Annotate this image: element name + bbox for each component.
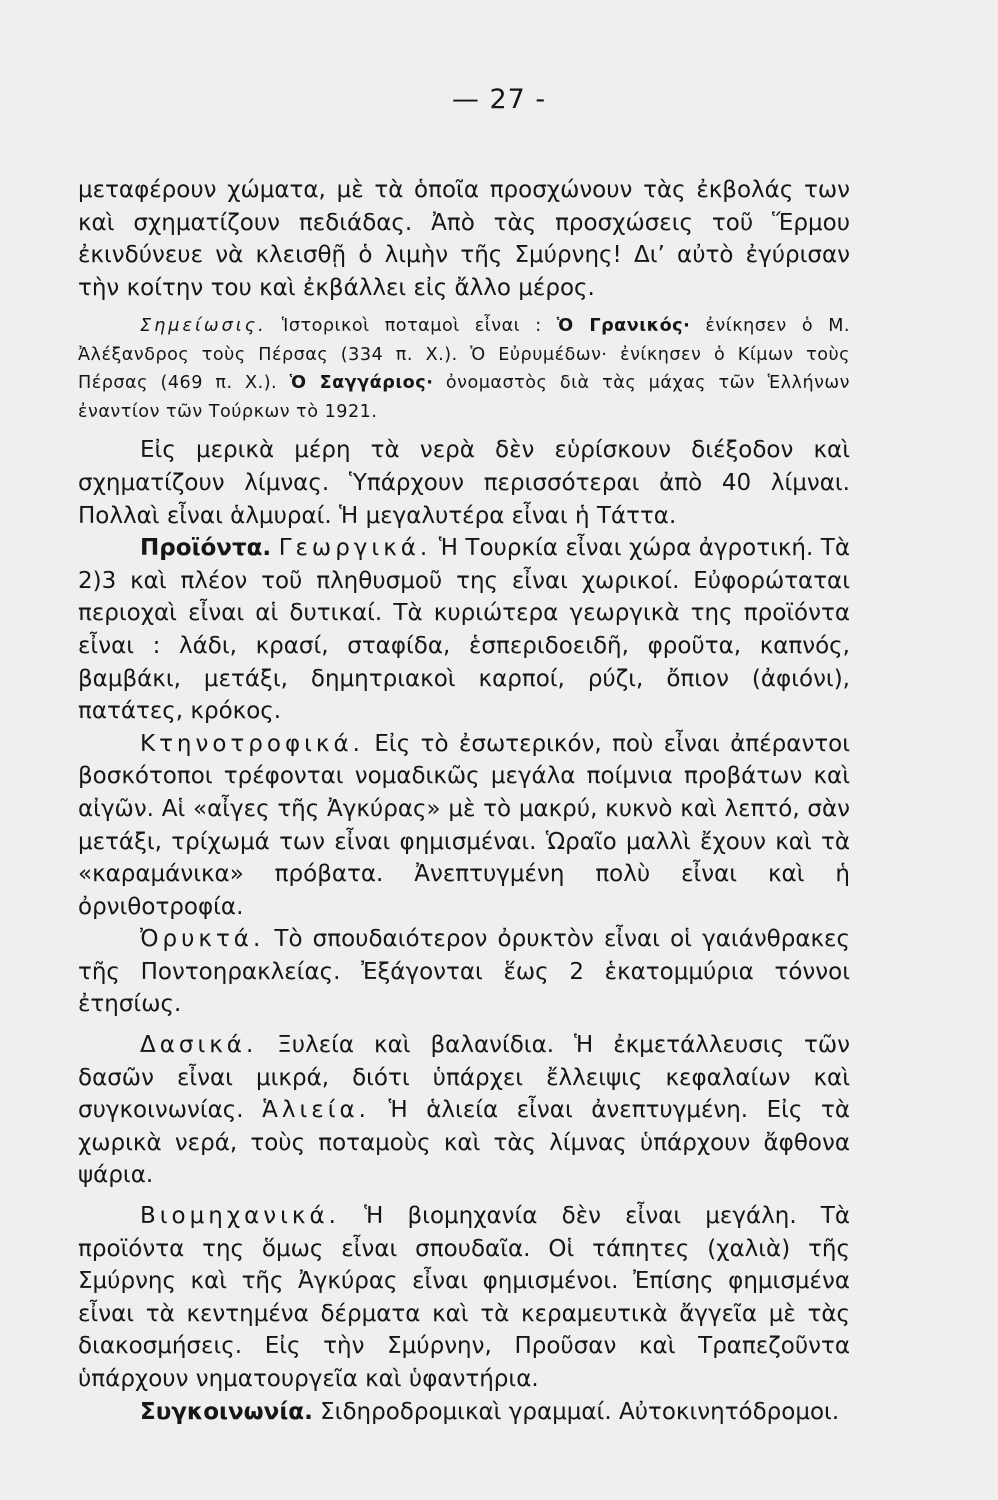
forestry-text: Ξυλεία καὶ βαλανίδια. Ἡ ἐκμετάλλευσις τῶν δασῶν εἶναι μικρά, διότι ὑπάρχει ἔλλειψις κεφαλαίων καὶ συγκοινωνίας. [78,1032,850,1124]
paragraph-forestry [78,1029,850,1192]
paragraph-livestock [78,728,850,924]
page-number: — 27 - [451,84,547,115]
paragraph-industry [78,1200,850,1396]
heading-transport: Συγκοινωνία. [140,1398,313,1425]
note-text-4: ὀνομαστὸς διὰ τὰς μάχας τῶν Ἑλλήνων ἐναντίον τῶν Τούρκων τὸ 1921. [78,373,850,422]
paragraph-transport [78,1396,850,1429]
subheading-forestry: Δασικά. [140,1032,258,1059]
note-text-2: ἐνίκησεν ὁ Μ. Ἀλέξανδρος τοὺς Πέρσας (334 π. Χ.). [78,316,850,365]
minerals-text: Τὸ σπουδαιότερον ὀρυκτὸν εἶναι οἱ γαιάνθρακες τῆς Ποντοηρακλείας. Ἐξάγονται ἕως 2 ἑκατομμύρια τόννοι ἐτησίως. [78,926,850,1018]
subheading-agricultural: Γεωργικά. [278,535,432,562]
note-sangarios: Ὁ Σαγγάριος· [289,373,434,394]
paragraph-minerals [78,923,850,1021]
note-eurymedon: Ὁ Εὐρυμέδων· [470,344,608,365]
paragraph-agriculture [78,532,850,728]
note-historic-rivers [78,312,850,426]
note-text-1: Ἱστορικοὶ ποταμοὶ εἶναι : [266,316,557,337]
paragraph-lakes: Εἰς μερικὰ μέρη τὰ νερὰ δὲν εὑρίσκουν διέξοδον καὶ σχηματίζουν λίμνας. Ὑπάρχουν περισσότεραι ἀπὸ 40 λίμναι. Πολλαὶ εἶναι ἁλμυραί. Ἡ μεγαλυτέρα εἶναι ἡ Τάττα. [78,437,850,529]
fishing-text: Ἡ ἁλιεία εἶναι ἀνεπτυγμένη. Εἰς τὰ χωρικὰ νερά, τοὺς ποταμοὺς καὶ τὰς λίμνας ὑπάρχουν ἄφθονα ψάρια. [78,1097,850,1189]
transport-text: Σιδηροδρομικαὶ γραμμαί. Αὐτοκινητόδρομοι. [312,1398,840,1425]
livestock-text: Εἰς τὸ ἐσωτερικόν, ποὺ εἶναι ἀπέραντοι βοσκότοποι τρέφονται νομαδικῶς μεγάλα ποίμνια προβάτων καὶ αἰγῶν. Αἱ «αἶγες τῆς Ἀγκύρας» μὲ τὸ μακρύ, κυκνὸ καὶ λεπτό, σὰν μετάξι, τρίχωμά των εἶναι φημισμέναι. Ὡραῖο μαλλὶ ἔχουν καὶ τὰ «καραμάνικα» πρόβατα. Ἀνεπτυγμένη πολὺ εἶναι καὶ ἡ ὀρνιθοτροφία. [78,730,850,920]
note-granikos: Ὁ Γρανικός· [556,316,691,337]
subheading-livestock: Κτηνοτροφικά. [140,730,364,757]
agriculture-text: Ἡ Τουρκία εἶναι χώρα ἀγροτική. Τὰ 2)3 καὶ πλέον τοῦ πληθυσμοῦ της εἶναι χωρικοί. Εὐφορώταται περιοχαὶ εἶναι αἱ δυτικαί. Τὰ κυριώτερα γεωργικὰ της προϊόντα εἶναι : λάδι, κρασί, σταφίδα, ἑσπεριδοειδῆ, φροῦτα, καπνός, βαμβάκι, μετάξι, δημητριακοὶ καρποί, ρύζι, ὄπιον (ἀφιόνι), πατάτες, κρόκος. [78,535,851,725]
subheading-minerals: Ὀρυκτά. [140,926,265,953]
subheading-industry: Βιομηχανικά. [140,1203,340,1230]
heading-products: Προϊόντα. [140,535,272,562]
industry-text: Ἡ βιομηχανία δὲν εἶναι μεγάλη. Τὰ προϊόντα της ὅμως εἶναι σπουδαῖα. Οἱ τάπητες (χαλιὰ) τῆς Σμύρνης καὶ τῆς Ἀγκύρας εἶναι φημισμένοι. Ἐπίσης φημισμένα εἶναι τὰ κεντημένα δέρματα καὶ τὰ κεραμευτικὰ ἄγγεῖα μὲ τὰς διακοσμήσεις. Εἰς τὴν Σμύρνην, Προῦσαν καὶ Τραπεζοῦντα ὑπάρχουν νηματουργεῖα καὶ ὑφαντήρια. [78,1203,850,1392]
paragraph-rivers: μεταφέρουν χώματα, μὲ τὰ ὁποῖα προσχώνουν τὰς ἐκβολάς των καὶ σχηματίζουν πεδιάδας. Ἀπὸ τὰς προσχώσεις τοῦ Ἕρμου ἐκινδύνευε νὰ κλεισθῇ ὁ λιμὴν τῆς Σμύρνης! Δι’ αὐτὸ ἐγύρισαν τὴν κοίτην του καὶ ἐκβάλλει εἰς ἄλλο μέρος. [78,177,850,301]
note-text-3: ἐνίκησεν ὁ Κίμων τοὺς Πέρσας (469 π. Χ.). [78,344,850,394]
note-label: Σημείωσις. [140,316,267,337]
body-text [78,174,850,1428]
subheading-fishing: Ἁλιεία. [262,1097,370,1124]
